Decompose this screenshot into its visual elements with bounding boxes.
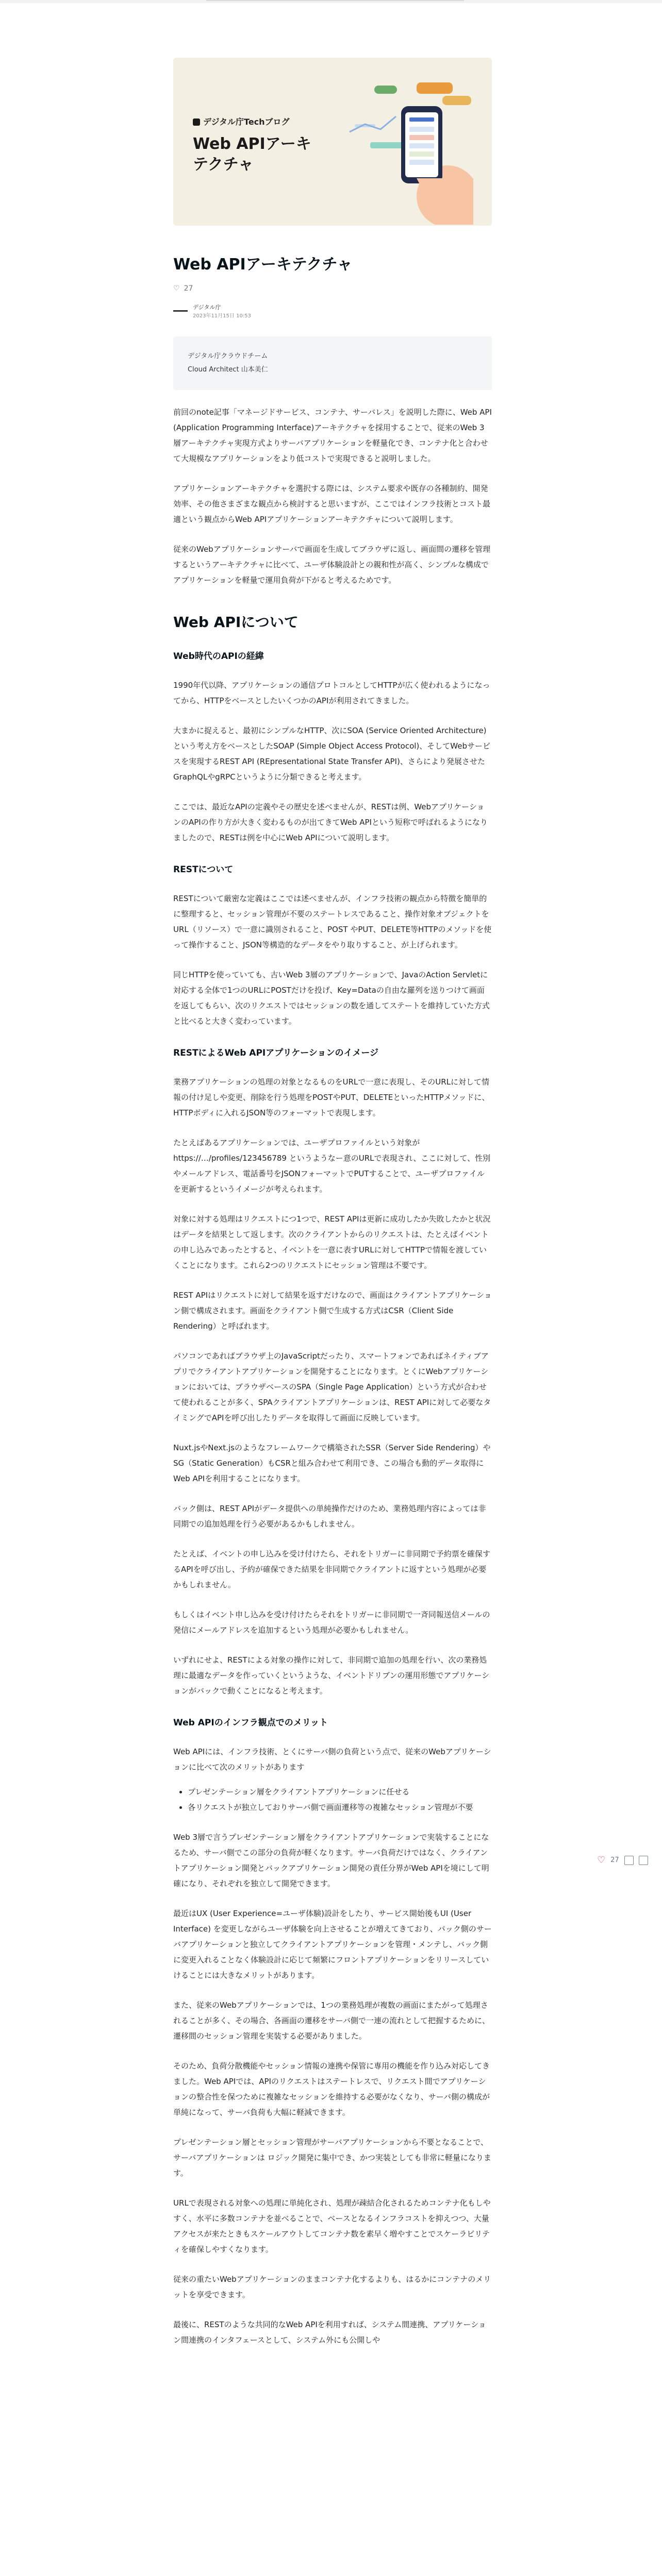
paragraph: もしくはイベント申し込みを受け付けたらそれをトリガーに非同期で一斉同報送信メールの発信にメールアドレスを追加するという処理が必要かもしれません。 <box>173 1610 490 1635</box>
hero-title: Web APIアーキテクチャ <box>193 135 311 174</box>
paragraph: プレゼンテーション層とセッション管理がサーバアプリケーションから不要となることで、サーバアプリケーションは ロジック開発に集中でき、かつ実装としても非常に軽量になります。 <box>173 2138 491 2178</box>
article <box>173 58 492 2348</box>
subsection-heading: Web時代のAPIの経緯 <box>173 651 264 662</box>
publish-date: 2023年11月15日 10:53 <box>193 313 251 319</box>
paragraph: Web 3層で言うプレゼンテーション層をクライアントアプリケーションで実装することになるため、サーバ側でこの部分の負荷が軽くなります。サーバ負荷だけではなく、クライアントアプリケーション開発とバックアプリケーション開発の責任分界がWeb APIを境にして明確になり、それぞれを独立して開発できます。 <box>173 1833 489 1888</box>
paragraph: REST APIはリクエストに対して結果を返すだけなので、画面はクライアントアプリケーション側で構成されます。画面をクライアント側で生成する方式はCSR（Client Side Rendering）と呼ばれます。 <box>173 1291 492 1331</box>
heart-icon[interactable]: ♡ <box>173 284 180 293</box>
section-heading: Web APIについて <box>173 614 299 631</box>
paragraph: たとえば、イベントの申し込みを受け付けたら、それをトリガーに非同期で予約票を確保するAPIを呼び出し、予約が確保できた結果を非同期でクライアントに返すという処理が必要かもしれません。 <box>173 1549 490 1589</box>
bullet-list <box>173 1784 492 1815</box>
floating-action-bar <box>597 1855 648 1866</box>
top-bar <box>0 0 662 3</box>
paragraph: 大まかに捉えると、最初にシンプルなHTTP、次にSOA (Service Oriented Architecture)という考え方をベースとしたSOAP (Simple Object Access Protocol)、そしてWebサービスを実現するREST API (REpresentational State Transfer API)、さらにより発展させたGraphQLやgRPCというように分類できると考えます。 <box>173 726 490 782</box>
paragraph: 従来の重たいWebアプリケーションのままコンテナ化するよりも、はるかにコンテナのメリットを享受できます。 <box>173 2275 491 2299</box>
paragraph: 業務アプリケーションの処理の対象となるものをURLで一意に表現し、そのURLに対して情報の付け足しや変更、削除を行う処理をPOSTやPUT、DELETEといったHTTPメソッドに、HTTPボディに入れるJSON等のフォーマットで表現します。 <box>173 1077 490 1117</box>
paragraph: そのため、負荷分散機能やセッション情報の連携や保管に専用の機能を作り込み対応してきました。Web APIでは、APIのリクエストはステートレスで、リクエスト間でアプリケーションの整合性を保つために複雑なセッションを維持する必要がなくなり、サーバ側の構成が単純になって、サーバ負荷も大幅に軽減できます。 <box>173 2061 490 2117</box>
paragraph: ここでは、最近なAPIの定義やその歴史を述べませんが、RESTは例、WebアプリケーションのAPIの作り方が大きく変わるものが出てきてWeb APIという短称で呼ばれるようになりましたので、RESTは例を中心にWeb APIについて説明します。 <box>173 802 488 842</box>
paragraph: パソコンであればブラウザ上のJavaScriptだったり、スマートフォンであればネイティブアプリでクライアントアプリケーションを開発することになります。とくにWebアプリケーションにおいては、ブラウザベースのSPA（Single Page Application）という方式が合わせて使われることが多く、SPAクライアントアプリケーションは、REST APIに対して必要なタイミングでAPIを呼び出したりデータを取得して画面に反映しています。 <box>173 1351 491 1422</box>
subsection-heading: RESTについて <box>173 865 234 875</box>
bookmark-icon[interactable] <box>624 1856 634 1865</box>
subsection-heading: RESTによるWeb APIアプリケーションのイメージ <box>173 1048 379 1058</box>
top-bar-strip <box>206 0 464 1</box>
paragraph: アプリケーションアーキテクチャを選択する際には、システム要求や既存の各種制約、開発効率、その他さまざまな観点から検討すると思いますが、ここではインフラ技術とコスト最適という観点からWeb APIアプリケーションアーキテクチャについて説明します。 <box>173 484 491 524</box>
paragraph: 対象に対する処理はリクエストにつ1つで、REST APIは更新に成功したか失敗したかと状況はデータを結果として返します。次のクライアントからのリクエストは、たとえばイベントの申し込みであったとすると、イベントを一意に表すURLに対してHTTPで情報を渡していくことになります。これら2つのリクエストにセッション管理は不要です。 <box>173 1214 491 1270</box>
paragraph: 従来のWebアプリケーションサーバで画面を生成してブラウザに返し、画面間の遷移を管理するというアーキテクチャに比べて、ユーザ体験設計との親和性が高く、シンプルな構成でアプリケーションを軽量で運用負荷が下がると考えるためです。 <box>173 545 491 585</box>
paragraph: URLで表現される対象への処理に単純化され、処理が疎結合化されるためコンテナ化もしやすく、水平に多数コンテナを並べることで、ベースとなるインフラコストを抑えつつ、大量アクセスが来たときもスケールアウトしてコンテナ数を素早く増やすことでスケーラビリティを確保しやすくなります。 <box>173 2198 491 2254</box>
hero-brand <box>193 115 290 127</box>
floating-like-count: 27 <box>610 1856 619 1864</box>
paragraph: Web APIには、インフラ技術、とくにサーバ側の負荷という点で、従来のWebアプリケーションに比べて次のメリットがあります <box>173 1747 491 1772</box>
paragraph: 1990年代以降、アプリケーションの通信プロトコルとしてHTTPが広く使われるようになってから、HTTPをベースとしたいくつかのAPIが利用されてきました。 <box>173 681 490 705</box>
paragraph: また、従来のWebアプリケーションでは、1つの業務処理が複数の画面にまたがって処理されることが多く、その場合、各画面の遷移をサーバ側で一連の流れとして把握するために、遷移間のセッション管理を実装する必要がありました。 <box>173 2001 490 2041</box>
credit-person: Cloud Architect 山本美仁 <box>188 366 268 374</box>
avatar[interactable] <box>173 310 188 312</box>
like-bar <box>173 284 492 293</box>
paragraph: 前回のnote記事「マネージドサービス、コンテナ、サーバレス」を説明した際に、Web API (Application Programming Interface)アーキテクチャを採用することで、従来のWeb 3層アーキテクチャ実現方式よりサーバアプリケーションを軽量化でき、コンテナ化と合わせて大規模なアプリケーションをより低コストで実現できると説明しました。 <box>173 408 492 463</box>
paragraph: バック側は、REST APIがデータ提供への単純操作だけのため、業務処理内容によっては非同期での追加処理を行う必要があるかもしれません。 <box>173 1504 486 1529</box>
logo-icon <box>193 118 200 126</box>
author-credit-box <box>173 336 492 390</box>
author-block <box>173 303 492 319</box>
paragraph: たとえばあるアプリケーションでは、ユーザプロファイルという対象がhttps://…/profiles/123456789 というようなー意のURLで表現され、ここに対して、性別やメールアドレス、電話番号をJSONフォーマットでPUTすることで、ユーザプロファイルを更新するというイメージが考えられます。 <box>173 1138 491 1194</box>
paragraph: RESTについて厳密な定義はここでは述べませんが、インフラ技術の観点から特徴を簡単的に整理すると、セッション管理が不要のステートレスであること、操作対象オブジェクトをURL（リソース）で一意に識別されること、POST やPUT、DELETE等HTTPのメソッドを使って操作すること、JSON等構造的なデータをやり取りすること、が上げられます。 <box>173 894 492 950</box>
paragraph: Nuxt.jsやNext.jsのようなフレームワークで構築されたSSR（Server Side Rendering）やSG（Static Generation）もCSRと組み合わせて利用でき、この場合も動的データ取得にWeb APIを利用することになります。 <box>173 1443 491 1483</box>
author-name[interactable]: デジタル庁 <box>193 304 221 311</box>
credit-team: デジタル庁クラウドチーム <box>188 352 268 360</box>
hero-image <box>173 58 492 226</box>
phone-illustration-icon <box>339 75 473 225</box>
paragraph: 最近はUX (User Experience=ユーザ体験)設計をしたり、サービス開始後もUI (User Interface) を変更しながらユーザ体験を向上させることが増えてきており、バック側のサーバアプリケーションと独立してクライアントアプリケーションを管理・メンテし、バック側に変更入れることなく体験設計に応じて頻繁にフロントアプリケーションをリリースしていけることには大きなメリットがあります。 <box>173 1909 492 1980</box>
paragraph: 同じHTTPを使っていても、古いWeb 3層のアプリケーションで、JavaのAction Servletに対応する全体で1つのURLにPOSTだけを投げ、Key=Dataの自由な羅列を送りつけて画面を返してもらい、次のリクエストではセッションの数を通してステートを維持していた方式と比べると大きく変わっています。 <box>173 970 490 1026</box>
heart-icon[interactable]: ♡ <box>597 1855 606 1866</box>
share-icon[interactable] <box>639 1856 648 1865</box>
list-item: • 各リクエストが独立しておりサーバ側で画面遷移等の複雑なセッション管理が不要 <box>188 1800 492 1815</box>
article-body <box>173 404 492 2348</box>
subsection-heading: Web APIのインフラ観点でのメリット <box>173 1718 328 1728</box>
hero-brand-text: デジタル庁Techブログ <box>203 117 290 127</box>
paragraph: 最後に、RESTのような共同的なWeb APIを利用すれば、システム間連携、アプリケーション間連携のインタフェースとして、システム外にも公開しや <box>173 2320 486 2345</box>
article-title: Web APIアーキテクチャ <box>173 256 353 274</box>
list-item: • プレゼンテーション層をクライアントアプリケーションに任せる <box>188 1784 492 1800</box>
like-count: 27 <box>184 284 193 293</box>
paragraph: いずれにせよ、RESTによる対象の操作に対して、非同期で追加の処理を行い、次の業務処理に最適なデータを作っていくというような、イベントドリブンの運用形態でアプリケーションがバックで動くことになると考えます。 <box>173 1655 490 1696</box>
